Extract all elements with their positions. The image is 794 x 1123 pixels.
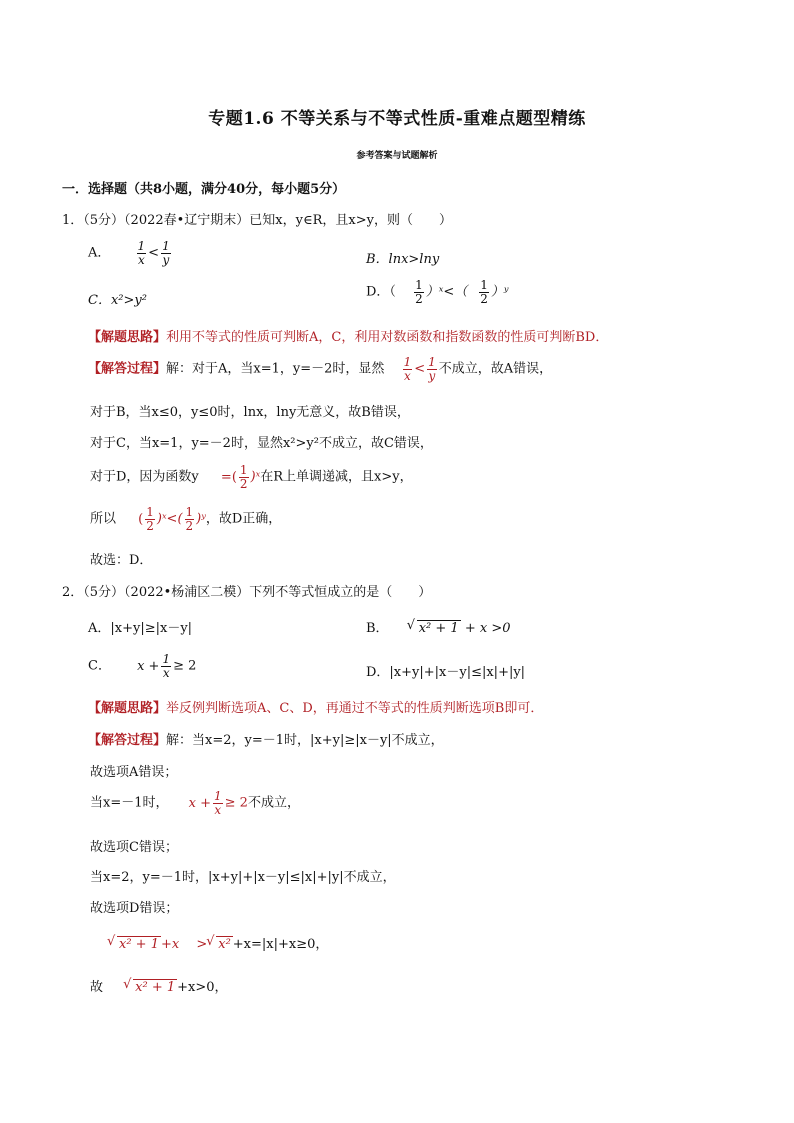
q1-proc5-frac2: $\frac{1}{2}$ [185,505,194,533]
q1-option-a [88,240,173,266]
q1-stem: 1．（5分）（2022春•辽宁期末）已知x，y∈R，且x>y，则（ ） [62,213,452,228]
q1-proc-line2: 对于B，当x≤0，y≤0时，lnx，lny无意义，故B错误， [90,405,410,420]
section-heading: 一．选择题（共8小题，满分40分，每小题5分） [62,182,346,197]
q2-option-c: C． x + $\frac{1}{x}$ ≥ 2 [88,652,197,680]
q2-proc-line1: 【解答过程】解：当x=2，y=－1时，|x+y|≥|x－y|不成立， [88,733,444,748]
q2-proc8-radical: √ x² + 1 [133,979,177,995]
q2-proc7-radical1: √ x² + 1 [117,936,161,952]
q2-stem: 2．（5分）（2022•杨浦区二模）下列不等式恒成立的是（ ） [62,585,432,600]
q1-option-c: C．x²>y² [88,293,147,308]
q2-proc7-radical2: √ x² [216,936,233,952]
q1-idea-text: 利用不等式的性质可判断A，C，利用对数函数和指数函数的性质可判断BD． [166,330,609,345]
q1-a-label: A． [88,245,111,261]
q1-proc-line4: 对于D，因为函数y =( $\frac{1}{2}$ )ˣ在R上单调递减，且x>y， [90,463,413,491]
q1-a-frac1: $\frac{1}{x}$ [137,239,146,267]
q1-proc-frac1: $\frac{1}{x}$ [403,355,412,383]
q1-proc-line1: 【解答过程】解：对于A，当x=1，y=－2时，显然 $\frac{1}{x}$ < $\frac{1}{y}$ 不成立，故A错误， [88,355,553,383]
q2-proc-line7: √ x² + 1 +x >√ x² +x=|x|+x≥0， [108,933,328,952]
q1-idea [88,326,608,345]
q2-option-d: D．|x+y|+|x－y|≤|x|+|y| [366,665,526,680]
q2-c-frac: $\frac{1}{x}$ [162,652,171,680]
q2-proc-line4: 故选项C错误； [90,840,178,855]
page-subtitle: 参考答案与试题解析 [356,151,438,161]
q2-proc-line8: 故 √ x² + 1 +x>0， [90,976,228,995]
q1-proc-line5: 所以 ( $\frac{1}{2}$ )ˣ<( $\frac{1}{2}$ )ʸ，故D正确， [90,505,282,533]
q1-idea-tag: 【解题思路】 [88,330,167,345]
q2-b-radical: √ x² + 1 [417,620,461,636]
q2-idea: 【解题思路】举反例判断选项A、C、D，再通过不等式的性质判断选项B即可． [88,701,544,716]
q1-option-b: B．lnx>lny [366,252,440,267]
q1-proc5-frac1: $\frac{1}{2}$ [146,505,154,533]
q2-proc-line5: 当x=2，y=－1时，|x+y|+|x－y|≤|x|+|y|不成立， [90,870,396,885]
q1-option-d [366,279,509,305]
q1-d-mid: ）ˣ<（ [425,284,468,300]
q1-d-label: D．（ [366,284,396,300]
q2-proc3-frac: $\frac{1}{x}$ [214,789,222,817]
q2-proc-line3: 当x=－1时， x + $\frac{1}{x}$ ≥ 2不成立， [90,789,300,817]
q1-a-op: < [148,245,160,261]
q1-d-frac1: $\frac{1}{2}$ [415,278,423,306]
q1-proc-frac2: $\frac{1}{y}$ [428,355,436,383]
q2-proc-line2: 故选项A错误； [90,765,178,780]
page-title: 专题1.6 不等关系与不等式性质-重难点题型精练 [208,109,586,129]
q1-a-frac2: $\frac{1}{y}$ [162,239,170,267]
q1-d-frac2: $\frac{1}{2}$ [480,278,488,306]
q1-d-end: ）ʸ [490,284,509,300]
q1-answer: 故选：D． [90,553,153,568]
q1-proc-tag: 【解答过程】 [88,361,167,377]
q1-proc-line3: 对于C，当x=1，y=－2时，显然x²>y²不成立，故C错误， [90,436,433,451]
q2-proc-line6: 故选项D错误； [90,901,179,916]
q2-option-a: A．|x+y|≥|x－y| [88,621,193,636]
q1-proc4-frac: $\frac{1}{2}$ [239,463,248,491]
q2-option-b: B． √ x² + 1 + x >0 [366,617,510,636]
